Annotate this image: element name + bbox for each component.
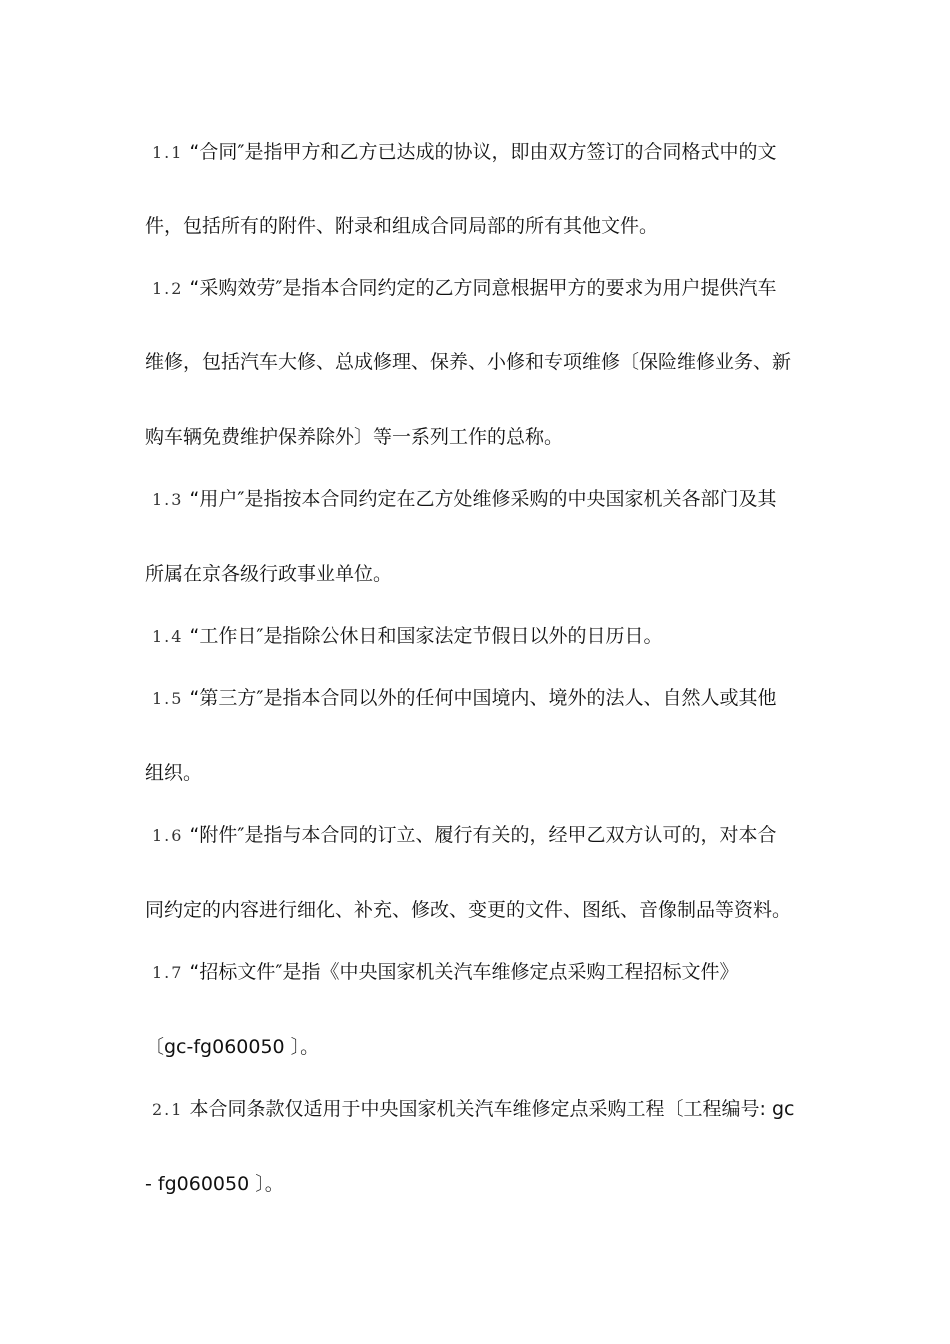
clause-1-2-line-2 — [145, 345, 810, 379]
clause-1-7-line-1 — [152, 955, 817, 989]
clause-number: 1.2 — [152, 279, 184, 298]
clause-text: 本合同条款仅适用于中央国家机关汽车维修定点采购工程〔工程编号: gc — [189, 1098, 795, 1120]
clause-number: 1.7 — [152, 963, 184, 982]
clause-text: “第三方″是指本合同以外的任何中国境内、境外的法人、自然人或其他 — [189, 687, 777, 709]
clause-1-5-line-2 — [145, 756, 810, 790]
clause-1-1-line-1 — [152, 135, 817, 169]
clause-1-2-line-3 — [145, 420, 810, 454]
clause-text: 维修，包括汽车大修、总成修理、保养、小修和专项维修〔保险维修业务、新 — [145, 351, 792, 373]
clause-text: “工作日″是指除公休日和国家法定节假日以外的日历日。 — [189, 625, 663, 647]
clause-number: 1.4 — [152, 627, 184, 646]
clause-1-1-line-2 — [145, 209, 810, 243]
clause-number: 1.1 — [152, 143, 184, 162]
clause-text: - fg060050 〕。 — [145, 1173, 284, 1195]
clause-1-2-line-1 — [152, 271, 817, 305]
clause-text: “附件″是指与本合同的订立、履行有关的，经甲乙双方认可的，对本合 — [189, 824, 777, 846]
clause-text: 购车辆免费维护保养除外〕等一系列工作的总称。 — [145, 426, 564, 448]
clause-text: 所属在京各级行政事业单位。 — [145, 563, 393, 585]
clause-text: 组织。 — [145, 762, 203, 784]
clause-text: “采购效劳″是指本合同约定的乙方同意根据甲方的要求为用户提供汽车 — [189, 277, 777, 299]
clause-1-3-line-1 — [152, 482, 817, 516]
clause-1-7-line-2 — [145, 1030, 810, 1064]
clause-text: “用户″是指按本合同约定在乙方处维修采购的中央国家机关各部门及其 — [189, 488, 777, 510]
clause-1-3-line-2 — [145, 557, 810, 591]
clause-1-6-line-1 — [152, 818, 817, 852]
clause-text: 同约定的内容进行细化、补充、修改、变更的文件、图纸、音像制品等资料。 — [145, 899, 792, 921]
clause-2-1-line-1 — [152, 1092, 817, 1126]
clause-1-4-line-1 — [152, 619, 817, 653]
clause-text: “合同″是指甲方和乙方已达成的协议，即由双方签订的合同格式中的文 — [189, 141, 777, 163]
clause-1-5-line-1 — [152, 681, 817, 715]
clause-text: “招标文件″是指《中央国家机关汽车维修定点采购工程招标文件》 — [189, 961, 739, 983]
clause-number: 1.3 — [152, 490, 184, 509]
clause-text: 〔gc-fg060050 〕。 — [145, 1036, 320, 1058]
clause-number: 1.6 — [152, 826, 184, 845]
clause-1-6-line-2 — [145, 893, 810, 927]
clause-number: 2.1 — [152, 1100, 184, 1119]
clause-text: 件，包括所有的附件、附录和组成合同局部的所有其他文件。 — [145, 215, 659, 237]
clause-2-1-line-2 — [145, 1167, 810, 1201]
clause-number: 1.5 — [152, 689, 184, 708]
